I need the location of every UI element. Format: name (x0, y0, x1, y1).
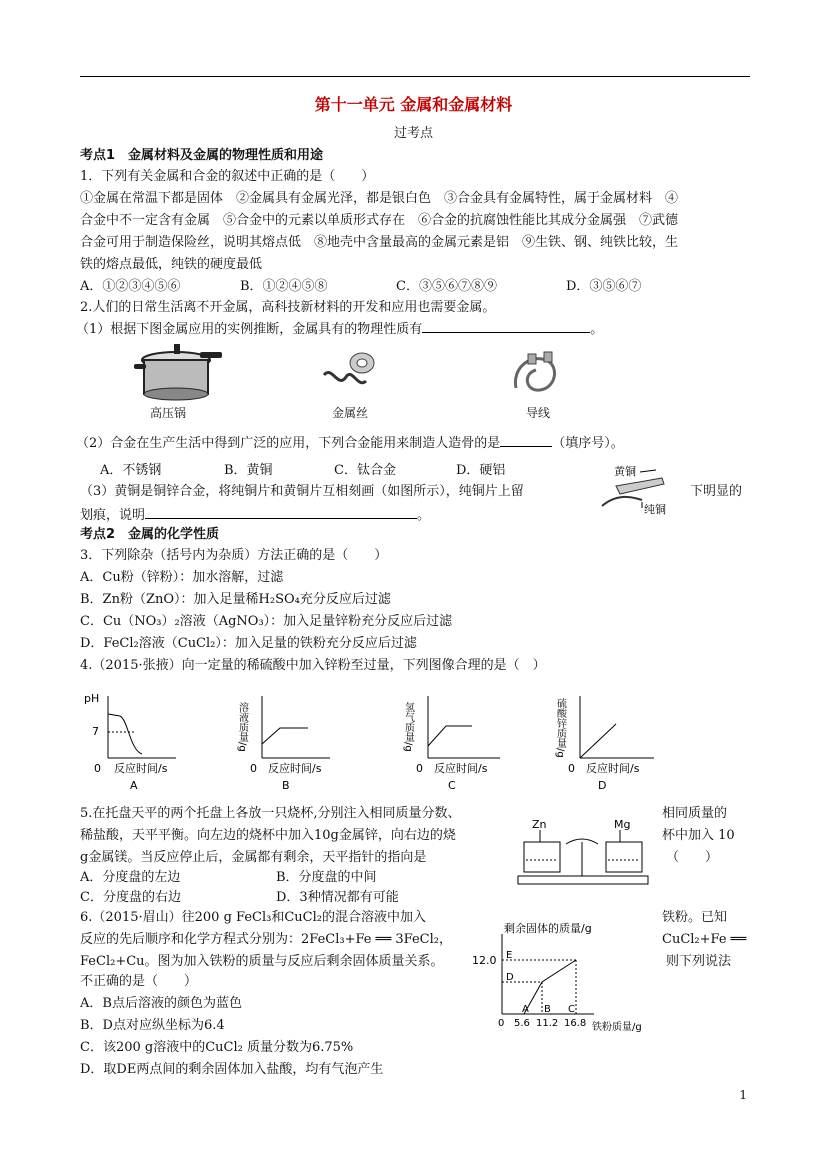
q5-line3-right: （ ） (666, 850, 719, 865)
q3-option-b: B．Zn粉（ZnO）：加入足量稀H₂SO₄充分反应后过滤 (80, 592, 391, 607)
q4-graph-d (556, 688, 666, 792)
caption-wire: 导线 (526, 406, 551, 420)
q1-line2: 合金中不一定含有金属 ⑤合金中的元素以单质形式存在 ⑥合金的抗腐蚀性能比其成分金属强 ⑦武德 (80, 213, 679, 228)
q3-option-c: C．Cu（NO₃）₂溶液（AgNO₃）：加入足量锌粉充分反应后过滤 (80, 614, 453, 629)
q2-part3c-text: 划痕，说明 (80, 508, 146, 523)
q6-point-b: B (544, 1004, 551, 1015)
q5-option-d: D．3种情况都有可能 (276, 890, 399, 905)
q4-graph-c (400, 688, 510, 792)
q2-part1-end: 。 (590, 322, 604, 337)
q6-option-a: A．B点后溶液的颜色为蓝色 (80, 996, 242, 1011)
graph-a-ylabel: pH (84, 692, 100, 705)
q6-point-a: A (522, 1004, 529, 1015)
q6-chart-origin: 0 (498, 1018, 505, 1029)
label-mg: Mg (614, 818, 631, 831)
q6-line2: 反应的先后顺序和化学方程式分别为：2FeCl₃+Fe ══ 3FeCl₂， (80, 932, 452, 947)
q3-stem: 3．下列除杂（括号内为杂质）方法正确的是（ ） (80, 548, 388, 563)
q5-line1: 5.在托盘天平的两个托盘上各放一只烧杯,分别注入相同质量分数、 (80, 806, 461, 821)
graph-a-origin: 0 (94, 762, 101, 775)
q2-part1 (76, 318, 603, 340)
q6-option-c: C．该200 g溶液中的CuCl₂ 质量分数为6.75% (80, 1040, 354, 1055)
q6-xtick-2: 11.2 (536, 1018, 559, 1029)
graph-b-xlabel: 反应时间/s (268, 762, 322, 775)
graph-c-letter: C (448, 779, 456, 792)
graph-d-origin: 0 (568, 762, 575, 775)
q2-part2 (76, 432, 624, 454)
q2-option-a: A．不锈钢 (100, 463, 162, 478)
caption-metal-wire: 金属丝 (332, 406, 369, 420)
graph-c-xlabel: 反应时间/s (434, 762, 488, 775)
page-title: 第十一单元 金属和金属材料 (314, 95, 513, 114)
q6-point-d: D (506, 972, 514, 983)
caption-pressure-cooker: 高压锅 (150, 406, 187, 420)
q3-option-d: D．FeCl₂溶液（CuCl₂）：加入足量的铁粉充分反应后过滤 (80, 636, 417, 651)
q6-option-b: B．D点对应纵坐标为6.4 (80, 1018, 225, 1033)
graph-d-letter: D (598, 779, 607, 792)
q6-point-c: C (568, 1004, 575, 1015)
q5-option-b: B．分度盘的中间 (276, 870, 377, 885)
q2-option-c: C．钛合金 (334, 463, 396, 478)
q6-chart (468, 918, 664, 1034)
q2-part3c (80, 504, 430, 526)
q6-line3: FeCl₂+Cu。图为加入铁粉的质量与反应后剩余固体质量关系。 (80, 954, 444, 969)
q6-chart-ytick: 12.0 (472, 954, 497, 967)
q2-part2-end: （填序号）。 (552, 436, 624, 451)
q2-part1-text: （1）根据下图金属应用的实例推断，金属具有的物理性质有 (76, 322, 423, 337)
q1-stem: 1．下列有关金属和合金的叙述中正确的是（ ） (80, 169, 375, 184)
q6-chart-xlabel: 铁粉质量/g (592, 1022, 642, 1033)
section-1-heading: 考点1 金属材料及金属的物理性质和用途 (80, 148, 324, 163)
top-rule (80, 76, 750, 77)
graph-a-tick: 7 (92, 725, 99, 738)
q1-line3: 合金可用于制造保险丝，说明其熔点低 ⑧地壳中含量最高的金属元素是铝 ⑨生铁、钢、纯铁比较，生 (80, 235, 679, 250)
q3-option-a: A．Cu粉（锌粉）：加水溶解，过滤 (80, 570, 284, 585)
q1-option-c: C．③⑤⑥⑦⑧⑨ (396, 279, 497, 294)
q1-option-a: A．①②③④⑤⑥ (80, 279, 181, 294)
graph-b-origin: 0 (250, 762, 257, 775)
q2-stem: 2.人们的日常生活离不开金属，高科技新材料的开发和应用也需要金属。 (80, 300, 496, 315)
q6-chart-ylabel: 剩余固体的质量/g (504, 922, 592, 935)
label-brass: 黄铜 (614, 465, 636, 478)
graph-c-ylabel: 氢气质量/g (402, 702, 414, 752)
graph-a-xlabel: 反应时间/s (114, 762, 168, 775)
section-2-heading: 考点2 金属的化学性质 (80, 527, 220, 542)
q6-line4: 不正确的是（ ） (80, 974, 198, 989)
q6-line1-right: 铁粉。已知 (662, 910, 728, 925)
q1-line4: 铁的熔点最低，纯铁的硬度最低 (80, 257, 263, 272)
q4-graph-b (238, 688, 338, 792)
q2-part2-blank (500, 432, 552, 447)
q6-option-d: D．取DE两点间的剩余固体加入盐酸，均有气泡产生 (80, 1062, 384, 1077)
metal-wire-image (318, 345, 382, 401)
graph-c-origin: 0 (416, 762, 423, 775)
q5-line2-right: 杯中加入 10 (662, 828, 735, 843)
brass-copper-scratch-figure (596, 460, 676, 520)
graph-b-ylabel: 溶液质量/g (236, 702, 248, 752)
balance-figure (516, 816, 656, 890)
graph-a-letter: A (130, 779, 138, 792)
q5-line3: g金属镁。当反应停止后，金属都有剩余，天平指针的指向是 (80, 850, 427, 865)
pressure-cooker-image (134, 340, 224, 402)
graph-b-letter: B (282, 779, 290, 792)
q1-option-b: B．①②④⑤⑧ (240, 279, 328, 294)
q1-option-d: D．③⑤⑥⑦ (566, 279, 642, 294)
q2-part3-blank (145, 504, 417, 519)
q5-option-a: A．分度盘的左边 (80, 870, 181, 885)
q6-xtick-3: 16.8 (564, 1018, 587, 1029)
q6-point-e: E (506, 950, 513, 961)
electric-wire-image (510, 348, 564, 400)
q4-graph-a (84, 688, 184, 792)
q2-part3a: （3）黄铜是铜锌合金，将纯铜片和黄铜片互相刻画（如图所示），纯铜片上留 (80, 484, 524, 499)
q2-option-b: B．黄铜 (224, 463, 273, 478)
label-zn: Zn (532, 818, 547, 831)
q2-part3b: 下明显的 (690, 484, 743, 499)
q4-stem: 4.（2015·张掖）向一定量的稀硫酸中加入锌粉至过量，下列图像合理的是（ ） (80, 658, 546, 673)
page-subtitle: 过考点 (393, 126, 433, 141)
q6-line3-right: 则下列说法 (666, 954, 732, 969)
q5-line1-right: 相同质量的 (662, 806, 728, 821)
q5-line2: 稀盐酸，天平平衡。向左边的烧杯中加入10g金属锌，向右边的烧 (80, 828, 456, 843)
graph-d-xlabel: 反应时间/s (586, 762, 640, 775)
q6-line1: 6.（2015·眉山）往200 g FeCl₃和CuCl₂的混合溶液中加入 (80, 910, 426, 925)
q5-option-c: C．分度盘的右边 (80, 890, 181, 905)
q2-part2-text: （2）合金在生产生活中得到广泛的应用，下列合金能用来制造人造骨的是 (76, 436, 501, 451)
q2-part1-blank (422, 318, 590, 333)
q2-option-d: D．硬铝 (456, 463, 506, 478)
label-pure-copper: 纯铜 (644, 503, 666, 516)
graph-d-ylabel: 硫酸锌质量/g (554, 698, 566, 758)
q6-line2-right: CuCl₂+Fe ══ (662, 932, 747, 947)
q1-line1: ①金属在常温下都是固体 ②金属具有金属光泽，都是银白色 ③合金具有金属特性，属于金属材料 ④ (80, 191, 679, 206)
page-number: 1 (739, 1088, 747, 1102)
q2-part3-end: 。 (417, 508, 431, 523)
q6-xtick-1: 5.6 (514, 1018, 530, 1029)
